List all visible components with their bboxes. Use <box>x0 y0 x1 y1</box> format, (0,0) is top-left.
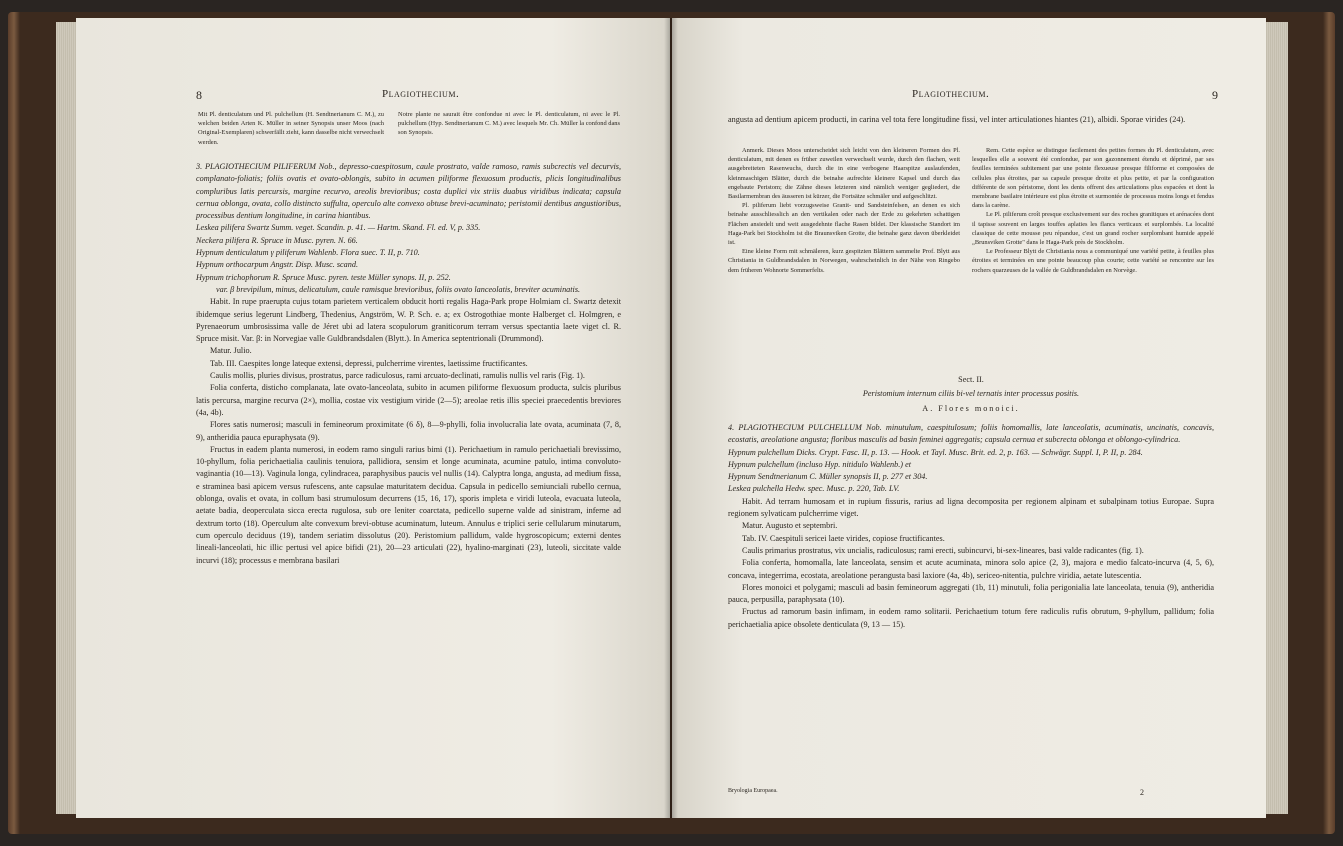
habitat: Habit. Ad terram humosam et in rupium fissuris, rarius ad ligna decomposita per regionem alpinam et subalpinam totius Europae. Supra regionem sylvaticam pulcherrime viget. <box>728 496 1214 519</box>
maturity: Matur. Augusto et septembri. <box>742 521 838 531</box>
description: Fructus in eadem planta numerosi, in eodem ramo singuli rarius bimi (1). Perichaetium in ramulo perichaetiali brevissimo, 10-phyllum, folia perichaetialia caulinis tenuiora, pallidiora, sensim et longe acuminata, acumine patulo, intima convoluto-vaginantia (10—13). Vaginula longa, cylindracea, paraphysibus paucis vel nullis (14). Calyptra longa, angusta, ad medium fissa, e straminea basi apicem versus rufescens, ante capsulae maturitatem decidua. Capsula in pedicello semiunciali rubello cernua, oblonga, ovalis et ovata, in collum basi strumulosum decurrens (15, 16, 17), sporis impleta e viridi luteola, evacuata luteola, aetate badia, deoperculata sicca erecta rugulosa, sub ore leniter coarctata, pedicello superne valde ad sinistram, inferne ad dextrum torto (18). Operculum alte convexum brevi-obtuse acuminatum, luteum. Annulus e triplici serie cellularum minutarum, cum operculo deciduus (19), tandem seriatim dissolutus (20). Peristomium pallidum, valde hygroscopicum; externi dentes lineali-lanceolati, hic illic pertusi vel apice bifidi (21), 20—23 articulati (22), hyalino-marginati (23), luteoli, siccitate valde incurvi (18); processus e membrana basilari <box>196 444 621 565</box>
synonym: Hypnum Sendtnerianum C. Müller synopsis II, p. 277 et 304. <box>728 472 928 482</box>
description: Flores monoici et polygami; masculi ad basin femineorum aggregati (1b, 11) minutuli, folia perigonialia late lanceolata, tenuia (9), antheridia pauca, perpusilla, paraphysata (10). <box>728 582 1214 605</box>
description: Folia conferta, homomalla, late lanceolata, sensim et acute acuminata, minora solo apice (2, 3), majora e medio falcato-incurva (4, 5, 6), concava, integerrima, ecostata, areolatione perangusta basi laxiore (4a, 4b), sericeo-nitentia, pulchre viridia, aetate lutescentia. <box>728 558 1214 580</box>
synonym: Leskea pilifera Swartz Summ. veget. Scandin. p. 41. — Hartm. Skand. Fl. ed. V, p. 335. <box>196 223 481 233</box>
synonym: Hypnum orthocarpum Angstr. Disp. Musc. scand. <box>196 260 359 270</box>
running-head: Plagiothecium. <box>382 88 460 100</box>
left-body <box>196 161 621 567</box>
synonym: Hypnum pulchellum (incluso Hyp. nitidulo Wahlenb.) et <box>728 459 911 469</box>
note-french: Notre plante ne saurait être confondue ni avec le Pl. denticulatum, ni avec le Pl. pulchellum (Hyp. Sendtnerianum C. M.) avec lesquels Mr. Ch. Müller la confond dans son Synopsis. <box>398 111 620 137</box>
habitat: Habit. In rupe praerupta cujus totam parietem verticalem obducit horti regalis Haga-Park prope Holmiam cl. Swartz detexit ibidemque serius legerunt Lindberg, Thedenius, Angström, W. P. Sch. e. a; ex Ostrogothiae monte Halberget cl. Holmgren, e Pyrenaeorum umbrosissima valle de Jéret ubi ad latera scopulorum graniticorum terram versus spectantia laete viget cl. R. Spruce misit. Var. β: in Norvegiae valle Guldbrandsdalen (Blytt.). In America septentrionali (Drummond). <box>196 297 621 344</box>
description: Caulis primarius prostratus, vix uncialis, radiculosus; rami erecti, subincurvi, bi-sex-lineares, basi valde radicantes (fig. 1). <box>742 545 1144 555</box>
right-body <box>728 422 1214 631</box>
signature-mark: Bryologia Europaea. <box>728 788 778 794</box>
page-number: 9 <box>1212 88 1218 102</box>
description: Tab. III. Caespites longe lateque extensi, depressi, pulcherrime virentes, laetissime fructificantes. <box>210 358 528 368</box>
maturity: Matur. Julio. <box>210 346 252 356</box>
description: Tab. IV. Caespituli sericei laete virides, copiose fructificantes. <box>742 533 945 543</box>
running-head: Plagiothecium. <box>912 88 990 100</box>
synonym: Leskea pulchella Hedw. spec. Musc. p. 220, Tab. LV. <box>728 484 900 494</box>
variety: var. β brevipilum, minus, delicatulum, caule ramisque brevioribus, foliis ovato lanceolatis, breviter acuminatis. <box>216 284 581 294</box>
description: Fructus ad ramorum basin infimam, in eodem ramo solitarii. Perichaetium totum fere radiculis rufis obrutum, 9-phyllum, pallidum; folia perichaetialia apice obsolete denticulata (9, 13 — 15). <box>728 607 1214 629</box>
section-heading: Sect. II. <box>958 375 984 384</box>
description: Caulis mollis, pluries divisus, prostratus, parce radiculosus, rami arcuato-declinati, ramulis nullis vel raris (Fig. 1). <box>210 371 585 381</box>
page-number: 8 <box>196 88 202 102</box>
synonym: Hypnum denticulatum γ piliferum Wahlenb. Flora suec. T. II, p. 710. <box>196 248 420 258</box>
note-french: Rem. Cette espèce se distingue facilement des petites formes du Pl. denticulatum, avec lesquelles elle a souvent été confondue, par son gazonnement étendu et déprimé, par ses feuilles terminées subitement par une pointe flexueuse presque filiforme et composées de cellules plus étroites, par sa capsule presque droite et plus petite, et par la configuration différente de son péristome, dont les dents offrent des articulations plus espacées et dont la membrane basilaire intérieure est plus étroite et surmontée de processus moins longs et fendus dans la carène. Le Pl. piliferum croît presque exclusivement sur des roches granitiques et arénacées dont il tapisse souvent en larges touffes aplaties les flancs verticaux et surplombés. La localité classique de cette mousse peu répandue, c'est un grand rocher surplombant humide appelé „Brunsviken Grotte" dans le Haga-Park près de Stockholm. Le Professeur Blytt de Christiania nous a communiqué une variété petite, à feuilles plus étroites et terminées en une pointe beaucoup plus courte; cette variété se rencontre sur les rochers quarzeuses de la vallée de Guldbrandsdalen en Norvège. <box>972 147 1214 274</box>
page-edges-left <box>56 22 76 814</box>
note-german: Anmerk. Dieses Moos unterscheidet sich leicht von den kleineren Formen des Pl. denticulatum, mit denen es früher zuweilen verwechselt wurde, durch den flachen, weit ausgebreiteten Rasenwuchs, durch die in eine verbogene Haarspitze auslaufenden, kleinmaschigen Blätter, durch die beinahe aufrechte kleinere Kapsel und durch das engebaute Peristom; die Zähne dieses letzteren sind nämlich weniger gegliedert, die Basilarmembran des äusseren ist kürzer, die Fortsätze schmäler und aufgeschlitzt. Pl. piliferum liebt vorzugsweise Granit- und Sandsteinfelsen, an denen es sich beinahe ausschliesslich an den vertikalen oder nach der Erde zu gekehrten schattigen Flächen ansiedelt und weit ausgedehnte flache Rasen bildet. Der klassische Standort im Haga-Park bei Stockholm ist die Braunsviken Grotte, die beinahe ganz davon überkleidet ist. Eine kleine Form mit schmäleren, kurz gespitzten Blättern sammelte Prof. Blytt aus Christiania in Guldbrandsdalen in Norwegen, wahrscheinlich in der Nähe von Ringebo dem früheren Wohnorte Sommerfelts. <box>728 147 960 274</box>
page-edges-right <box>1266 22 1288 814</box>
species-diagnosis: 4. PLAGIOTHECIUM PULCHELLUM Nob. minutulum, caespitulosum; foliis homomallis, late lanceolatis, acuminatis, uncinatis, concavis, ecostatis, areolatione angusta; floribus masculis ad basin feminei aggregatis; capsula cernua et subcrecta oblonga et oblongo-cylindrica. <box>728 423 1214 445</box>
synonym: Hypnum pulchellum Dicks. Crypt. Fasc. II, p. 13. — Hook. et Tayl. Musc. Brit. ed. 2, p. 163. — Schwägr. Suppl. I, P. II, p. 284. <box>728 447 1143 457</box>
synonym: Neckera pilifera R. Spruce in Musc. pyren. N. 66. <box>196 235 358 245</box>
synonym: Hypnum trichophorum R. Spruce Musc. pyren. teste Müller synops. II, p. 252. <box>196 272 451 282</box>
section-description: Peristomium internum ciliis bi-vel ternatis inter processus positis. <box>862 389 1080 398</box>
species-diagnosis: 3. PLAGIOTHECIUM PILIFERUM Nob., depresso-caespitosum, caule prostrato, valde ramoso, ramis subcrectis vel decurvis, complanato-foliatis; foliis ovatis et ovato-oblongis, subito in acumen piliforme flexuosum productis, plicis longitudinalibus compluribus latis percursis, margine recurvo, areolis brevioribus; costa duplici vix striis duabus viridibus indicata; capsula cernua oblonga, ovata, collo distincto suffulta, operculo alte convexo obtuse brevi-acuminato; peristomii dentibus angustioribus, processibus dentium longitudine, in carina hiantibus. <box>196 162 621 221</box>
note-german: Mit Pl. denticulatum und Pl. pulchellum (H. Sendtnerianum C. M.), zu welchen beiden Arten K. Müller in seiner Synopsis unser Moos (nach Original-Exemplaren) schwerfällt zieht, kann dasselbe nicht verwechselt werden. <box>198 111 384 146</box>
subsection-heading: A. Flores monoici. <box>922 404 1020 413</box>
right-page <box>672 18 1266 818</box>
book-gutter <box>664 18 678 818</box>
description: Flores satis numerosi; masculi in femineorum proximitate (6 δ), 8—9-phylli, folia involucralia late ovata, acuminata (7, 8, 9), antheridia pauca epuraphysata (9). <box>196 420 621 442</box>
signature-number: 2 <box>1140 788 1144 797</box>
left-page <box>76 18 670 818</box>
description: Folia conferta, disticho complanata, late ovato-lanceolata, subito in acumen piliforme flexuosum producta, sulcis pluribus latis percursa, margine recurva (2×), mollia, costae vix vestigium viride (2—5); areolae retis illis speciei praecedentis breviores (4a, 4b). <box>196 383 621 417</box>
continuation: angusta ad dentium apicem producti, in carina vel tota fere longitudine fissi, vel inter articulationes hiantes (21), albidi. Sporae virides (24). <box>728 115 1186 124</box>
